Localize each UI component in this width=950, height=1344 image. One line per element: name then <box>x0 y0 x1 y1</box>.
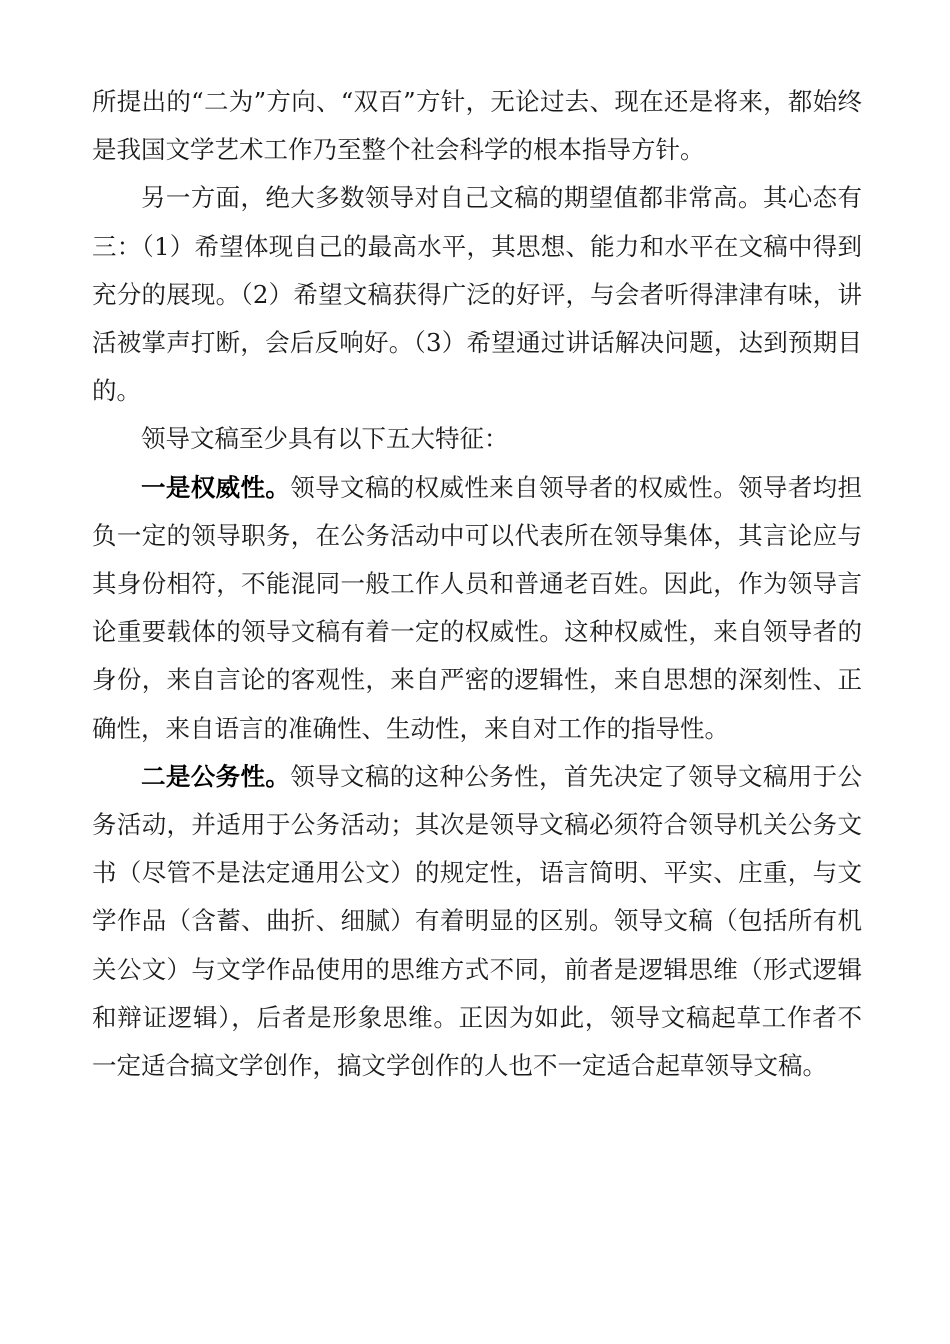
paragraph-continuation: 所提出的“二为”方向、“双百”方针，无论过去、现在还是将来，都始终是我国文学艺术工作乃至整个社会科学的根本指导方针。 <box>92 87 862 165</box>
feature-heading-authority: 一是权威性。 <box>141 472 291 502</box>
paragraph-leader-expectations: 另一方面，绝大多数领导对自己文稿的期望值都非常高。其心态有三：（1）希望体现自己的最高水平，其思想、能力和水平在文稿中得到充分的展现。（2）希望文稿获得广泛的好评，与会者听得津津有味，讲活被掌声打断，会后反响好。（3）希望通过讲话解决问题，达到预期目的。 <box>92 183 862 406</box>
feature-body-official-nature: 领导文稿的这种公务性，首先决定了领导文稿用于公务活动，并适用于公务活动；其次是领导文稿必须符合领导机关公务文书（尽管不是法定通用公文）的规定性，语言简明、平实、庄重，与文学作品（含蓄、曲折、细腻）有着明显的区别。领导文稿（包括所有机关公文）与文学作品使用的思维方式不同，前者是逻辑思维（形式逻辑和辩证逻辑），后者是形象思维。正因为如此，领导文稿起草工作者不一定适合搞文学创作，搞文学创作的人也不一定适合起草领导文稿。 <box>92 761 862 1081</box>
document-body <box>92 78 862 1090</box>
feature-body-authority: 领导文稿的权威性来自领导者的权威性。领导者均担负一定的领导职务，在公务活动中可以代表所在领导集体，其言论应与其身份相符，不能混同一般工作人员和普通老百姓。因此，作为领导言论重要载体的领导文稿有着一定的权威性。这种权威性，来自领导者的身份，来自言论的客观性，来自严密的逻辑性，来自思想的深刻性、正确性，来自语言的准确性、生动性，来自对工作的指导性。 <box>92 472 862 743</box>
paragraph-five-features-intro: 领导文稿至少具有以下五大特征： <box>141 424 509 454</box>
paragraph-authority <box>92 464 862 753</box>
paragraph-official-nature <box>92 753 862 1090</box>
feature-heading-official-nature: 二是公务性。 <box>141 761 291 791</box>
